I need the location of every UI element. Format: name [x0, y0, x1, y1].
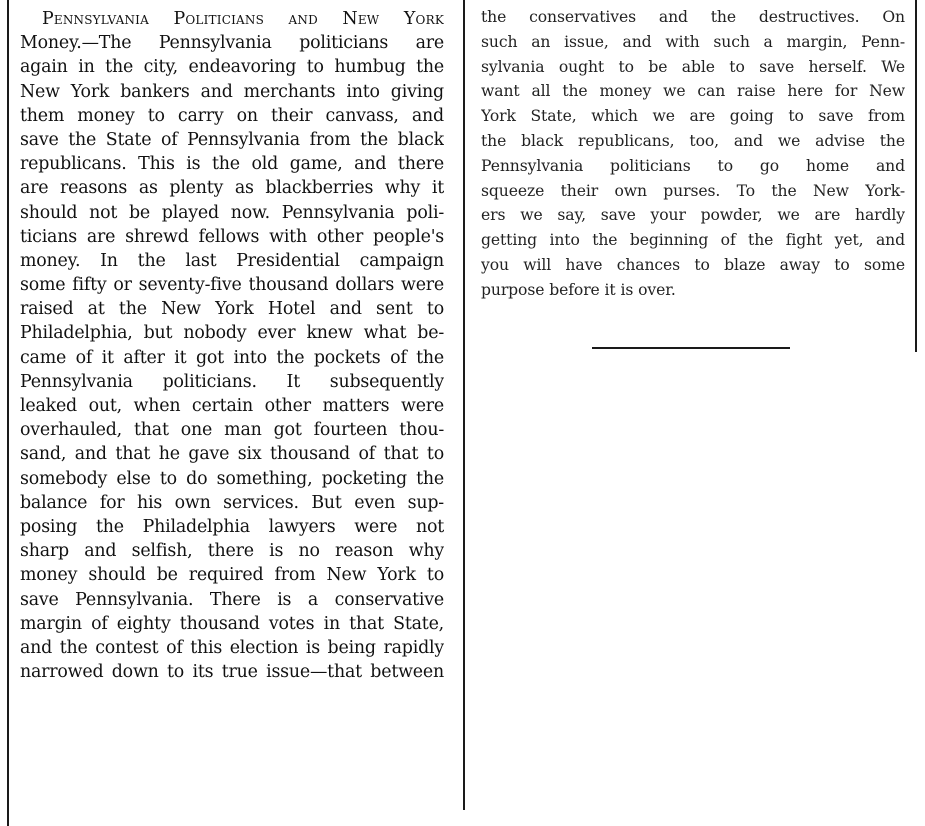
text-line: Philadelphia, but nobody ever knew what be-: [20, 323, 444, 344]
left-margin-rule: [7, 0, 9, 826]
text-line: and the contest of this election is being rapidly: [20, 637, 444, 658]
text-line: margin of eighty thousand votes in that State,: [20, 613, 444, 634]
text-line-final: purpose before it is over.: [481, 280, 676, 299]
text-line: some fifty or seventy-five thousand dollars were: [20, 275, 444, 296]
text-line: them money to carry on their canvass, and: [20, 105, 444, 126]
text-line: the conservatives and the destructives. On: [481, 8, 905, 26]
article-headline: Pennsylvania Politicians and New York: [42, 9, 444, 29]
text-line: are reasons as plenty as blackberries why it: [20, 178, 444, 199]
text-line: the black republicans, too, and we advise the: [481, 131, 905, 150]
column-divider-rule: [463, 0, 465, 810]
text-line: sand, and that he gave six thousand of that to: [20, 444, 444, 465]
text-line: sharp and selfish, there is no reason why: [20, 541, 444, 562]
text-line: narrowed down to its true issue—that between: [20, 662, 444, 683]
text-line: raised at the New York Hotel and sent to: [20, 299, 444, 320]
article-end-rule: [592, 347, 790, 349]
text-line: came of it after it got into the pockets of the: [20, 347, 444, 368]
text-line: again in the city, endeavoring to humbug the: [20, 57, 444, 78]
text-line: save the State of Pennsylvania from the black: [20, 129, 444, 150]
text-line: sylvania ought to be able to save herself. We: [481, 57, 905, 76]
text-line: ticians are shrewd fellows with other people's: [20, 226, 444, 247]
text-line: Pennsylvania politicians. It subsequently: [20, 371, 444, 392]
text-line: getting into the beginning of the fight yet, and: [481, 231, 905, 250]
article-headline-line: [20, 7, 444, 31]
text-line: squeeze their own purses. To the New York-: [481, 181, 905, 200]
text-line: republicans. This is the old game, and there: [20, 154, 444, 175]
text-line: Pennsylvania politicians to go home and: [481, 156, 905, 175]
text-line: such an issue, and with such a margin, Penn-: [481, 32, 905, 51]
text-line: Money.—The Pennsylvania politicians are: [20, 33, 444, 54]
text-line: want all the money we can raise here for New: [481, 82, 905, 101]
text-line: leaked out, when certain other matters were: [20, 396, 444, 416]
text-line: somebody else to do something, pocketing the: [20, 468, 444, 489]
text-line: should not be played now. Pennsylvania poli-: [20, 202, 444, 223]
text-line: posing the Philadelphia lawyers were not: [20, 516, 444, 537]
text-line: save Pennsylvania. There is a conservative: [20, 589, 444, 610]
text-line: you will have chances to blaze away to some: [481, 255, 905, 274]
text-line: York State, which we are going to save from: [481, 107, 905, 126]
text-line: money should be required from New York to: [20, 565, 444, 586]
text-line: balance for his own services. But even sup-: [20, 492, 444, 513]
text-line: money. In the last Presidential campaign: [20, 250, 444, 271]
right-margin-rule: [915, 0, 917, 352]
article-right-column: [481, 5, 905, 303]
text-line: ers we say, save your powder, we are hardly: [481, 206, 905, 225]
text-line: New York bankers and merchants into giving: [20, 81, 444, 102]
article-left-column: [20, 7, 444, 684]
text-line: overhauled, that one man got fourteen thou-: [20, 420, 444, 441]
